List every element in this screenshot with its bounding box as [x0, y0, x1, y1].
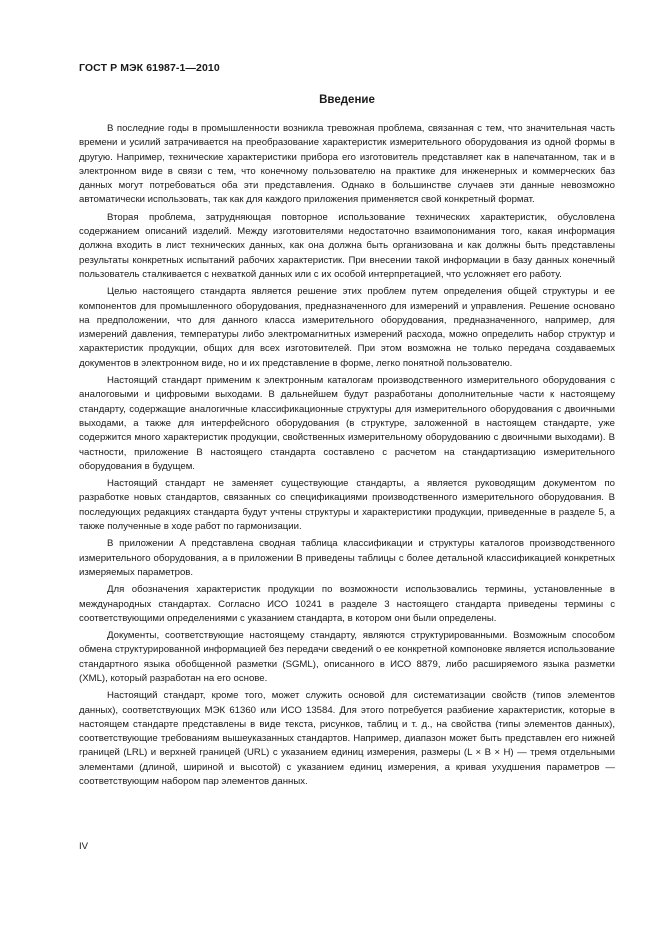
standard-code-header: ГОСТ Р МЭК 61987-1—2010	[79, 62, 220, 74]
section-title: Введение	[319, 94, 375, 106]
paragraph: В последние годы в промышленности возникла тревожная проблема, связанная с тем, что значительная часть времени и усилий затрачивается на преобразование характеристик измерительного оборудования из одной формы в другую. Например, технические характеристики прибора его изготовитель представляет как в напечатанном, так и в электронном виде в связи с тем, что конечному пользователю на практике для инженерных и коммерческих баз данных могут потребоваться оба эти представления. Однако в большинстве случаев эти данные невозможно автоматически использовать, так как для каждого приложения применяется свой конкретный формат.	[79, 123, 615, 206]
paragraph: Настоящий стандарт не заменяет существующие стандарты, а является руководящим документом по разработке новых стандартов, связанных со спецификациями производственного измерительного оборудования. В последующих редакциях стандарта будут учтены структуры и характеристики продукции, приведенные в разделе 5, а также полученные в ходе работ по гармонизации.	[79, 478, 615, 533]
paragraph: Настоящий стандарт, кроме того, может служить основой для систематизации свойств (типов элементов данных), соответствующих МЭК 61360 или ИСО 13584. Для этого потребуется разбиение характеристик, которые в настоящем стандарте представлены в виде текста, рисунков, таблиц и т. д., на свойства (типы элементов данных), соответствующие требованиям вышеуказанных стандартов. Например, диапазон может быть представлен его нижней границей (LRL) и верхней границей (URL) с указанием единиц измерения, размеры (L × B × H) — тремя отдельными элементами (длиной, шириной и высотой) с указанием единиц измерения, а кривая ухудшения параметров — соответствующим набором пар элементов данных.	[79, 690, 615, 788]
paragraph: Настоящий стандарт применим к электронным каталогам производственного измерительного оборудования с аналоговыми и цифровыми выходами. В дальнейшем будут разработаны дополнительные части к настоящему стандарту, содержащие аналогичные классификационные структуры для измерительного оборудования с двоичными выходами, а также для интерфейсного оборудования (в структуре, заложенной в настоящем стандарте, уже содержится много характеристик продукции, свойственных измерительному оборудованию с двоичными выходами). В частности, приложение В настоящего стандарта составлено с расчетом на стандартизацию измерительного оборудования в будущем.	[79, 375, 615, 472]
page-number: IV	[79, 841, 89, 852]
paragraph: Для обозначения характеристик продукции по возможности использовались термины, установленные в международных стандартах. Согласно ИСО 10241 в разделе 3 настоящего стандарта приведены термины с соответствующими определениями с указанием стандарта, в котором они были определены.	[79, 584, 615, 624]
body-text	[79, 122, 615, 792]
paragraph: Документы, соответствующие настоящему стандарту, являются структурированными. Возможным способом обмена структурированной информацией без передачи сведений о ее конкретной компоновке является использование стандартного языка обобщенной разметки (SGML), описанного в ИСО 8879, либо расширяемого языка разметки (XML), который разработан на его основе.	[79, 630, 615, 684]
paragraph: Целью настоящего стандарта является решение этих проблем путем определения общей структуры и ее компонентов для промышленного оборудования, предназначенного для измерений и управления. Решение основано на предположении, что для данного класса измерительного оборудования, предназначенного, например, для измерений давления, температуры либо электромагнитных измерений расхода, можно определить набор структур и характеристик продукции, общих для всех изготовителей. При этом возможна не только передача создаваемых документов в электронном виде, но и их представление в форме, легко понятной пользователю.	[79, 286, 615, 369]
paragraph: Вторая проблема, затрудняющая повторное использование технических характеристик, обусловлена содержанием описаний изделий. Между изготовителями недостаточно взаимопонимания того, какая информация должна входить в лист технических данных, как она должна быть организована и как должны быть представлены результаты конкретных испытаний рабочих характеристик. При внесении такой информации в базу данных конечный пользователь сталкивается с нехваткой данных или с их особой интерпретацией, что усложняет его работу.	[79, 211, 615, 280]
paragraph: В приложении А представлена сводная таблица классификации и структуры каталогов производственного измерительного оборудования, а в приложении В приведены таблицы с более детальной классификацией конкретных измеряемых параметров.	[79, 538, 615, 578]
